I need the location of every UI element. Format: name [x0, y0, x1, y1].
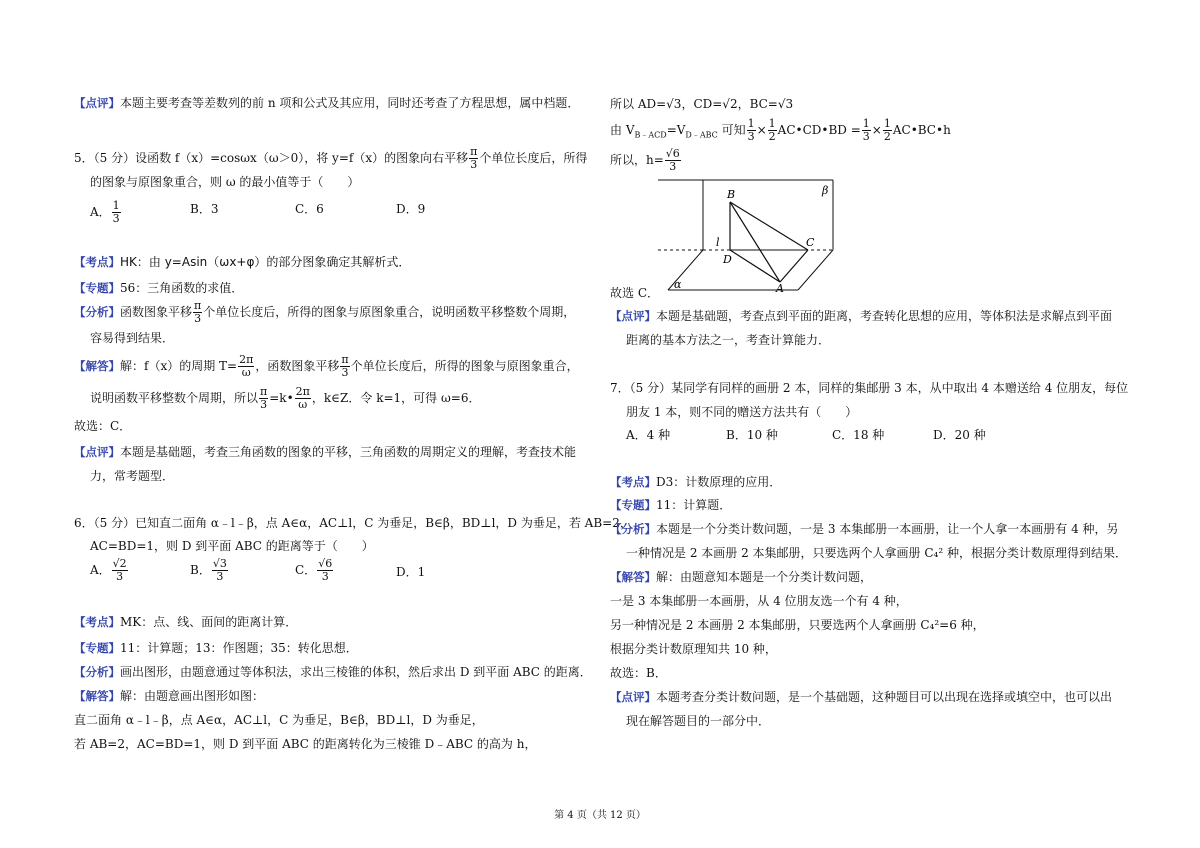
q5-solution-line2-c: ，k∈Z．令 k=1，可得 ω=6． — [311, 391, 481, 405]
volume-sub-1: B﹣ACD — [634, 130, 667, 140]
q5-solution-text-a: 解：f（x）的周期 T= — [120, 359, 238, 373]
q5-option-a: A． $\frac{1}{3}$ — [90, 199, 120, 225]
q6-option-b-fraction: $\frac{√3}{3}$ — [212, 557, 227, 583]
volume-know: 可知 — [717, 123, 746, 137]
q5-choose: 故选：C． — [74, 419, 132, 433]
q5-analysis-fraction: $\frac{\pi}{3}$ — [194, 299, 202, 325]
frac-2: $\frac{1}{2}$ — [768, 117, 776, 143]
q6-point-line — [74, 614, 297, 630]
q6-analysis-text: 画出图形，由题意通过等体积法，求出三棱锥的体积，然后求出 D 到平面 ABC 的距离． — [120, 665, 592, 679]
volume-v2: =V — [666, 123, 686, 137]
q6-option-c-fraction: $\frac{√6}{3}$ — [318, 557, 333, 583]
q6-stem-line2: AC=BD=1，则 D 到平面 ABC 的距离等于（ ） — [90, 539, 374, 553]
q6-cont-line3 — [610, 148, 682, 173]
q5-option-c: C．6 — [295, 202, 324, 216]
q6-option-d: D．1 — [396, 565, 426, 579]
q4-review-text: 本题主要考查等差数列的前 n 项和公式及其应用，同时还考查了方程思想，属中档题． — [120, 96, 580, 110]
analysis-tag: 【分析】 — [74, 305, 120, 319]
q5-topic-text: 56：三角函数的求值． — [120, 281, 244, 295]
frac-3: $\frac{1}{3}$ — [862, 117, 870, 143]
label-C: C — [806, 236, 815, 249]
q6-cont-line2 — [610, 118, 951, 143]
q5-solution-line2 — [90, 386, 480, 411]
solution-tag: 【解答】 — [74, 689, 120, 703]
q5-solution-fraction-3: $\frac{\pi}{3}$ — [260, 385, 268, 411]
times-2: × — [871, 123, 882, 137]
q5-review-text-1: 本题是基础题，考查三角函数的图象的平移，三角函数的周期定义的理解，考查技术能 — [120, 445, 577, 459]
q4-review-line — [74, 95, 579, 111]
q6-solution-text: 解：由题意画出图形如图： — [120, 689, 265, 703]
topic-tag: 【专题】 — [74, 281, 120, 295]
frac-4: $\frac{1}{2}$ — [883, 117, 891, 143]
q7-stem-line1: 7．（5 分）某同学有同样的画册 2 本，同样的集邮册 3 本，从中取出 4 本赠送给 4 位朋友，每位 — [610, 381, 1129, 395]
q6-solution-line1 — [74, 688, 264, 704]
q5-analysis-text-a: 函数图象平移 — [120, 305, 193, 319]
q6-point-text: MK：点、线、面间的距离计算． — [120, 615, 298, 629]
label-D: D — [723, 253, 732, 266]
q5-review-line2: 力，常考题型． — [90, 469, 175, 483]
q7-solution-line4: 根据分类计数原理知共 10 种， — [610, 642, 777, 656]
q6-review-line1 — [610, 308, 1112, 324]
q7-choose: 故选：B． — [610, 666, 667, 680]
q5-stem-text-b: 个单位长度后，所得 — [479, 151, 588, 165]
q7-review-line1 — [610, 689, 1112, 705]
q6-stem-line1: 6．（5 分）已知直二面角 α﹣l﹣β，点 A∈α，AC⊥l，C 为垂足，B∈β，BD⊥l，D 为垂足，若 AB=2， — [74, 516, 632, 530]
point-tag: 【考点】 — [74, 615, 120, 629]
q6-option-c: C． $\frac{√6}{3}$ — [295, 557, 333, 583]
q6-choose: 故选 C． — [610, 286, 659, 300]
q5-stem-line1 — [74, 146, 587, 171]
solution-tag: 【解答】 — [74, 359, 120, 373]
q5-review-line1 — [74, 444, 576, 460]
q7-analysis-text-1: 本题是一个分类计数问题，一是 3 本集邮册一本画册，让一个人拿一本画册有 4 种，另 — [656, 522, 1119, 536]
review-tag: 【点评】 — [610, 309, 656, 323]
q7-solution-text: 解：由题意知本题是一个分类计数问题， — [656, 570, 873, 584]
q6-option-b: B． $\frac{√3}{3}$ — [190, 557, 227, 583]
q5-option-d: D．9 — [396, 202, 426, 216]
volume-v1: 由 V — [610, 123, 635, 137]
volume-product-2: AC•BC•h — [892, 123, 951, 137]
label-l: l — [716, 236, 720, 249]
q5-topic-line — [74, 280, 243, 296]
q5-point-text: HK：由 y=Asin（ωx+φ）的部分图象确定其解析式． — [120, 255, 411, 269]
q5-solution-text-c: 个单位长度后，所得的图象与原图象重合， — [350, 359, 579, 373]
point-tag: 【考点】 — [74, 255, 120, 269]
q7-review-text-1: 本题考查分类计数问题，是一个基础题，这种题目可以出现在选择或填空中，也可以出 — [656, 690, 1113, 704]
q7-point-line — [610, 474, 781, 490]
q7-option-c: C．18 种 — [832, 428, 885, 442]
q7-option-b: B．10 种 — [726, 428, 778, 442]
q6-analysis-line — [74, 664, 592, 680]
q6-topic-text: 11：计算题；13：作图题；35：转化思想． — [120, 641, 358, 655]
q6-review-text-1: 本题是基础题，考查点到平面的距离，考查转化思想的应用，等体积法是求解点到平面 — [656, 309, 1113, 323]
q5-solution-fraction-2: $\frac{\pi}{3}$ — [341, 353, 349, 379]
analysis-tag: 【分析】 — [610, 522, 656, 536]
q6-solution-line2: 直二面角 α﹣l﹣β，点 A∈α，AC⊥l，C 为垂足，B∈β，BD⊥l，D 为垂足， — [74, 713, 484, 727]
page-footer: 第 4 页（共 12 页） — [554, 810, 646, 821]
q6-cont-line1: 所以 AD=√3，CD=√2，BC=√3 — [610, 97, 794, 111]
q7-point-text: D3：计数原理的应用． — [656, 475, 782, 489]
q7-analysis-line2: 一种情况是 2 本画册 2 本集邮册，只要选两个人拿画册 C₄² 种，根据分类计数原理得到结果． — [626, 546, 1127, 560]
q5-option-a-fraction: $\frac{1}{3}$ — [112, 199, 120, 225]
q5-solution-text-b: ，函数图象平移 — [255, 359, 340, 373]
frac-1: $\frac{1}{3}$ — [747, 117, 755, 143]
q5-analysis-text-b: 个单位长度后，所得的图象与原图象重合，说明函数平移整数个周期， — [203, 305, 576, 319]
q7-solution-line2: 一是 3 本集邮册一本画册，从 4 位朋友选一个有 4 种， — [610, 594, 908, 608]
q5-solution-line1 — [74, 354, 579, 379]
label-A: A — [776, 282, 784, 295]
q5-stem-fraction: $\frac{\pi}{3}$ — [470, 145, 478, 171]
q5-analysis-line1 — [74, 300, 575, 325]
dihedral-angle-figure — [658, 178, 898, 298]
q7-option-d: D．20 种 — [933, 428, 986, 442]
times-1: × — [756, 123, 767, 137]
volume-sub-2: D﹣ABC — [685, 130, 718, 140]
point-tag: 【考点】 — [610, 475, 656, 489]
review-tag: 【点评】 — [610, 690, 656, 704]
q5-option-b: B．3 — [190, 202, 219, 216]
label-beta: β — [822, 184, 829, 197]
q7-topic-text: 11：计算题． — [656, 498, 732, 512]
q7-review-line2: 现在解答题目的一部分中． — [626, 714, 771, 728]
review-tag: 【点评】 — [74, 445, 120, 459]
q6-solution-line3: 若 AB=2，AC=BD=1，则 D 到平面 ABC 的距离转化为三棱锥 D﹣ABC 的高为 h， — [74, 737, 537, 751]
q5-solution-fraction-4: $\frac{2\pi}{\omega}$ — [295, 385, 310, 411]
solution-tag: 【解答】 — [610, 570, 656, 584]
q6-option-a: A． $\frac{√2}{3}$ — [90, 557, 127, 583]
label-B: B — [727, 188, 736, 201]
analysis-tag: 【分析】 — [74, 665, 120, 679]
q5-stem-text-a: 5．（5 分）设函数 f（x）=cosωx（ω＞0），将 y=f（x）的图象向右平移 — [74, 151, 469, 165]
review-tag: 【点评】 — [74, 96, 120, 110]
q5-analysis-line2: 容易得到结果． — [90, 331, 175, 345]
q6-review-line2: 距离的基本方法之一，考查计算能力． — [626, 333, 831, 347]
volume-product-1: AC•CD•BD = — [777, 123, 861, 137]
h-fraction: $\frac{√6}{3}$ — [665, 147, 680, 173]
q6-topic-line — [74, 640, 358, 656]
q7-solution-line1 — [610, 569, 872, 585]
topic-tag: 【专题】 — [610, 498, 656, 512]
q7-option-a: A．4 种 — [626, 428, 671, 442]
q5-solution-line2-a: 说明函数平移整数个周期，所以 — [90, 391, 259, 405]
q7-stem-line2: 朋友 1 本，则不同的赠送方法共有（ ） — [626, 405, 858, 419]
q5-point-line — [74, 254, 410, 270]
q6-option-a-fraction: $\frac{√2}{3}$ — [112, 557, 127, 583]
topic-tag: 【专题】 — [74, 641, 120, 655]
q5-stem-line2: 的图象与原图象重合，则 ω 的最小值等于（ ） — [90, 175, 360, 189]
h-equals: 所以，h= — [610, 153, 664, 167]
q5-solution-line2-b: =k• — [269, 391, 294, 405]
label-alpha: α — [674, 278, 682, 291]
q7-solution-line3: 另一种情况是 2 本画册 2 本集邮册，只要选两个人拿画册 C₄²=6 种， — [610, 618, 985, 632]
q7-analysis-line1 — [610, 521, 1119, 537]
q7-topic-line — [610, 497, 731, 513]
q5-solution-fraction-1: $\frac{2\pi}{\omega}$ — [239, 353, 254, 379]
